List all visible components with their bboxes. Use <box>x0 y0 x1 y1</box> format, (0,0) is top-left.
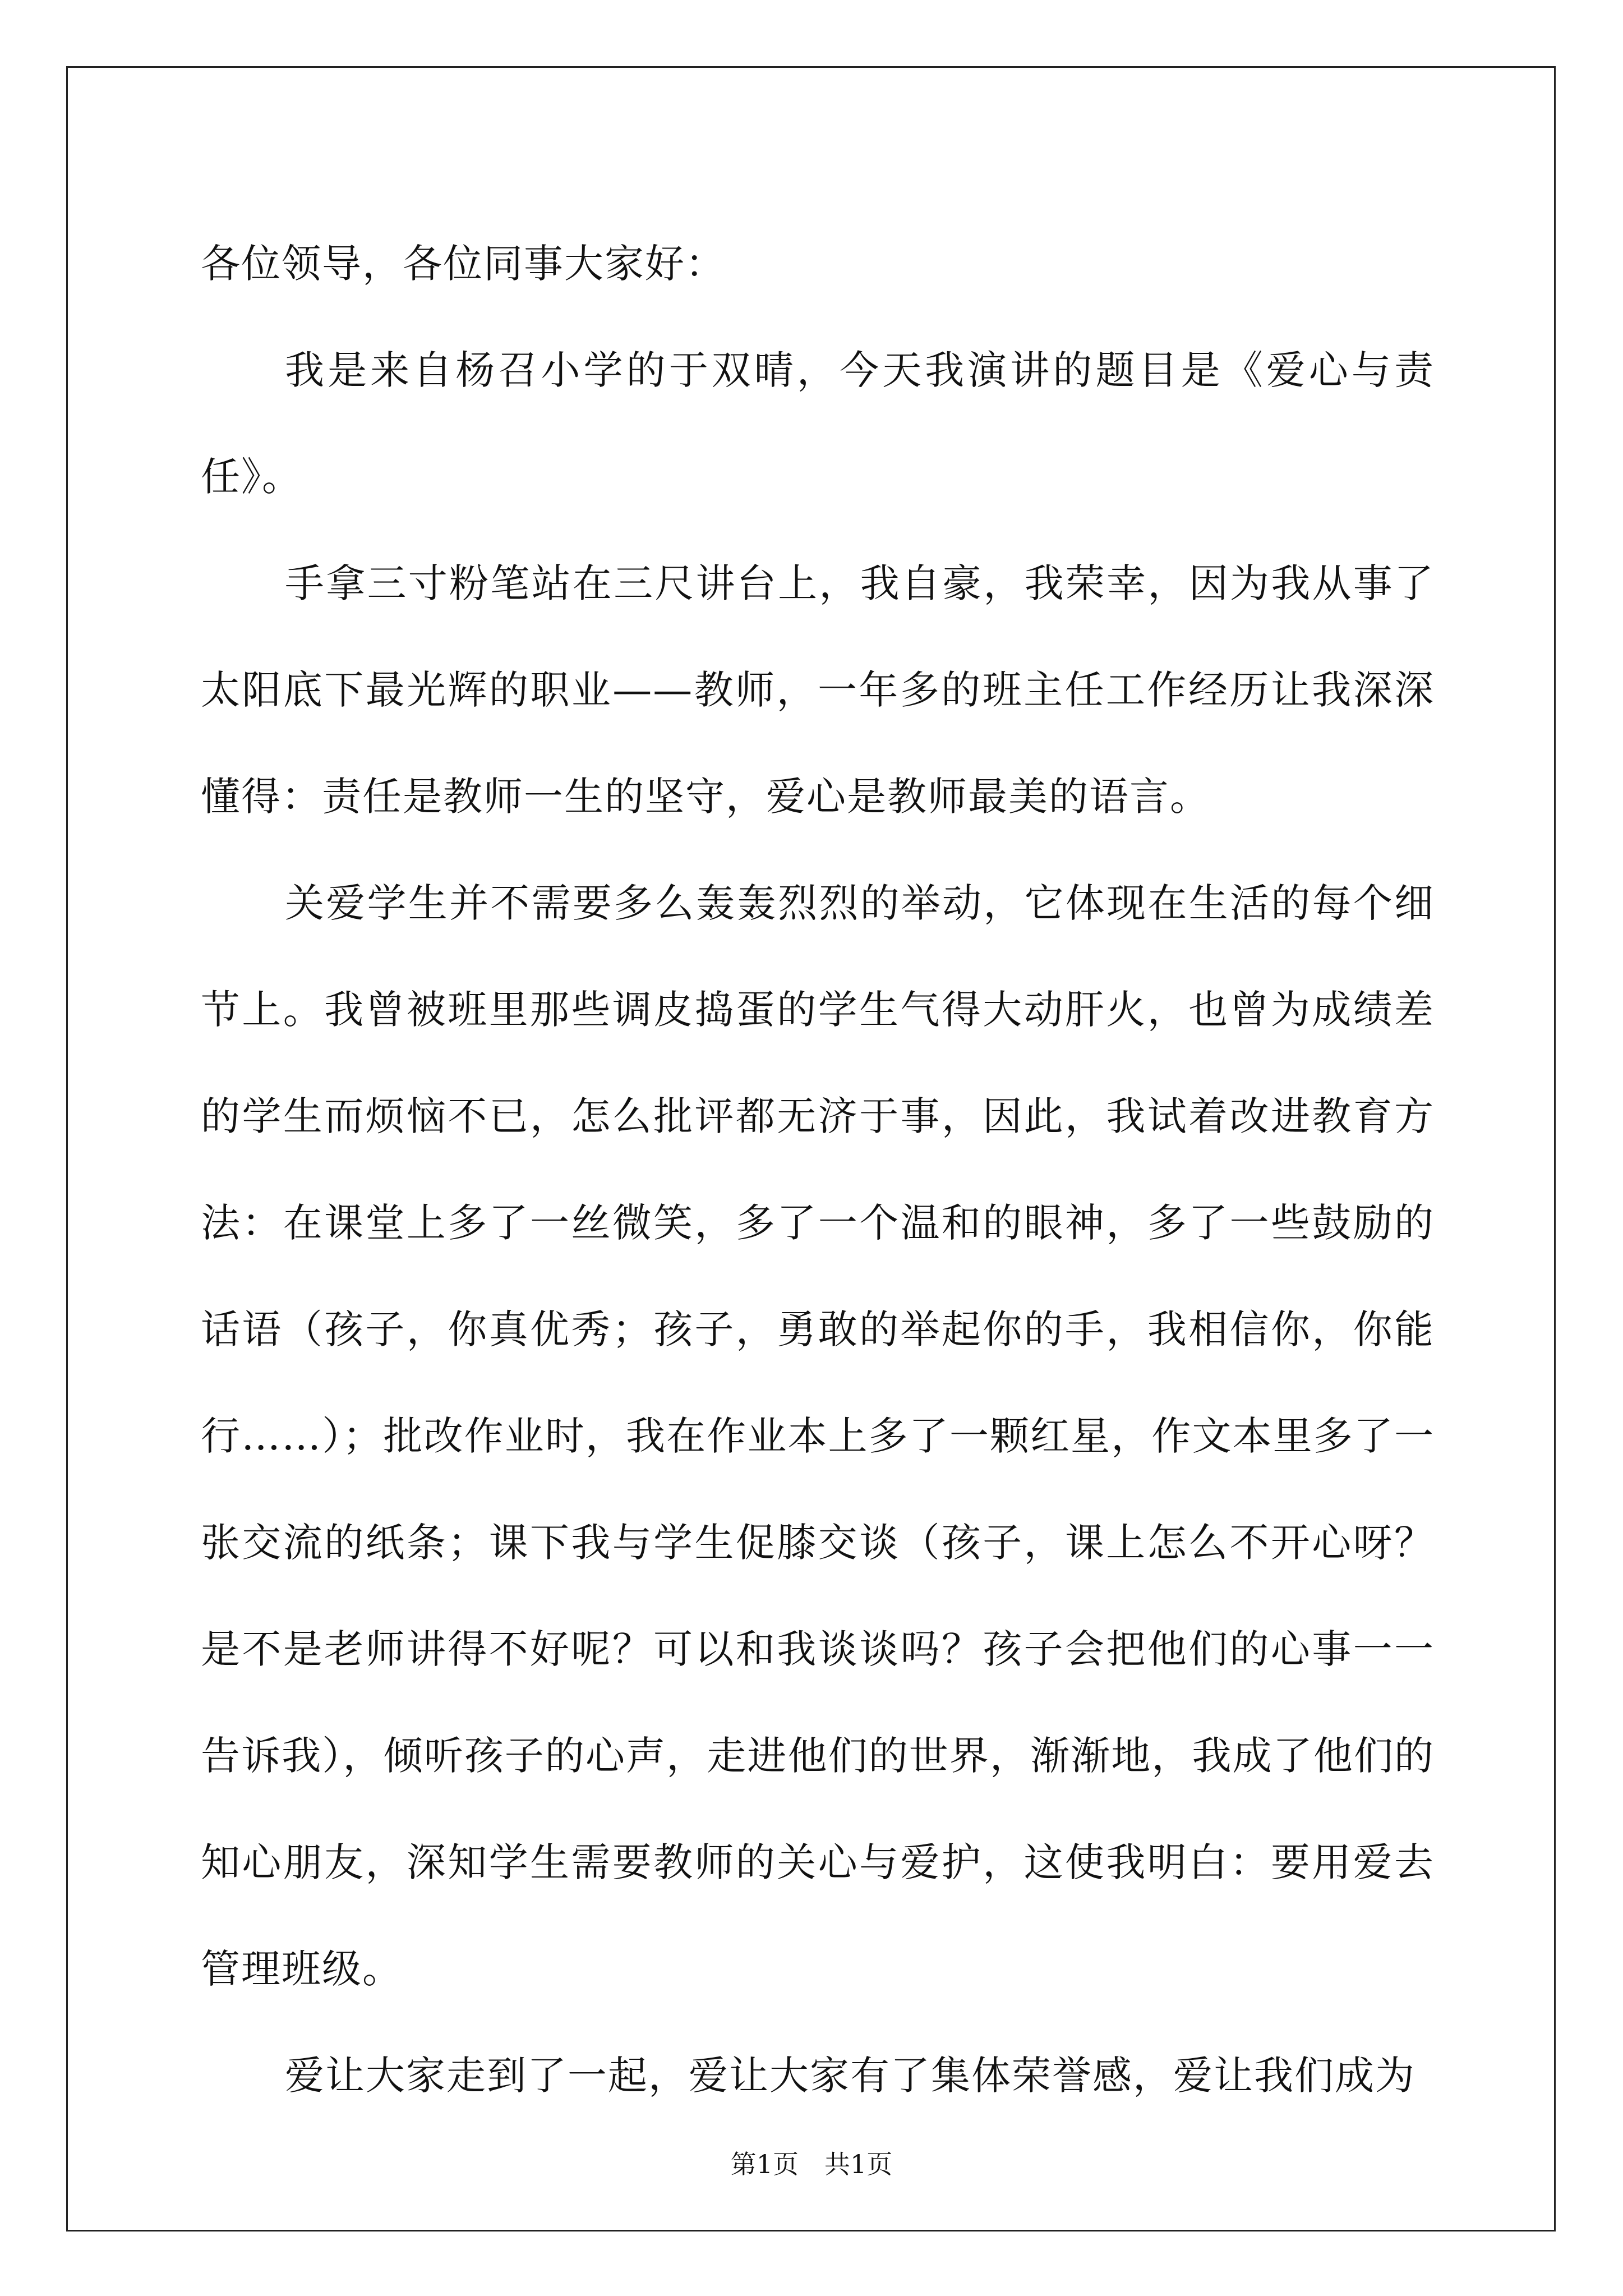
paragraph-caring: 关爱学生并不需要多么轰轰烈烈的举动，它体现在生活的每个细节上。我曾被班里那些调皮捣蛋的学生气得大动肝火，也曾为成绩差的学生而烦恼不已，怎么批评都无济于事，因此，我试着改进教育方法：在课堂上多了一丝微笑，多了一个温和的眼神，多了一些鼓励的话语（孩子，你真优秀；孩子，勇敢的举起你的手，我相信你，你能行……）；批改作业时，我在作业本上多了一颗红星，作文本里多了一张交流的纸条；课下我与学生促膝交谈（孩子，课上怎么不开心呀？是不是老师讲得不好呢？可以和我谈谈吗？孩子会把他们的心事一一告诉我），倾听孩子的心声，走进他们的世界，渐渐地，我成了他们的知心朋友，深知学生需要教师的关心与爱护，这使我明白：要用爱去管理班级。 <box>201 880 1435 1992</box>
paragraph-love: 爱让大家走到了一起，爱让大家有了集体荣誉感，爱让我们成为 <box>285 2053 1415 2099</box>
document-body <box>201 210 1435 2129</box>
paragraph-intro: 我是来自杨召小学的于双晴，今天我演讲的题目是《爱心与责任》。 <box>201 347 1435 500</box>
page-footer: 第1页 共1页 <box>730 2149 893 2179</box>
greeting: 各位领导，各位同事大家好： <box>201 241 726 287</box>
paragraph-responsibility: 手拿三寸粉笔站在三尺讲台上，我自豪，我荣幸，因为我从事了太阳底下最光辉的职业——教师，一年多的班主任工作经历让我深深懂得：责任是教师一生的坚守，爱心是教师最美的语言。 <box>201 560 1435 820</box>
